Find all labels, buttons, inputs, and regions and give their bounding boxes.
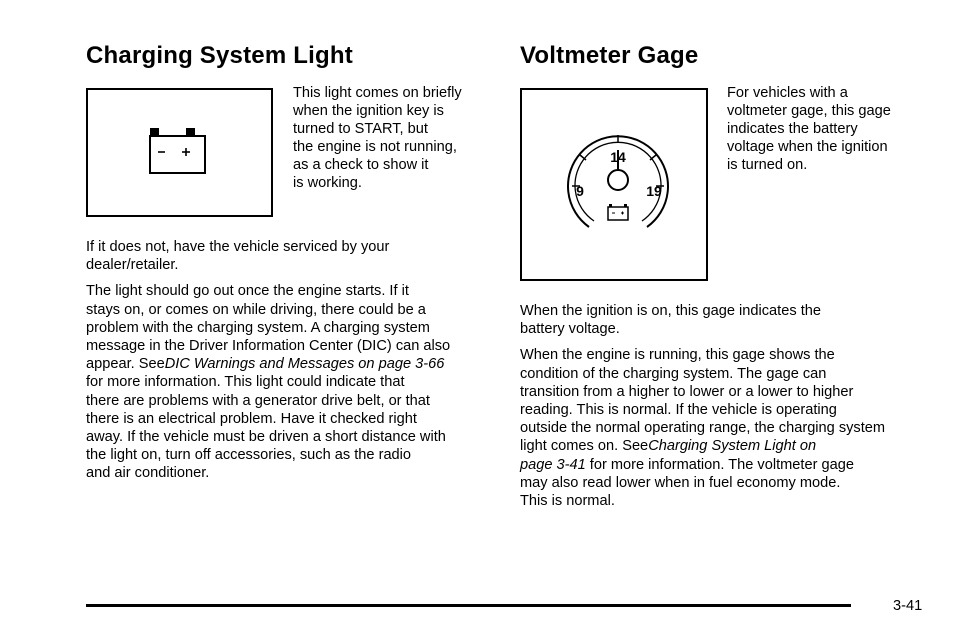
charging-light-intro: This light comes on briefly when the ignition key is turned to START, but the engine is not running, as a check to show it is working. xyxy=(293,85,462,191)
voltmeter-gage-body xyxy=(520,302,932,518)
gage-battery-icon xyxy=(608,204,628,220)
footer-rule xyxy=(86,604,851,607)
paragraph: If it does not, have the vehicle serviced by your dealer/retailer. xyxy=(86,239,390,274)
paragraph-text: The light should go out once the engine starts. If it stays on, or comes on while driving, there could be a problem with the charging system. A charging system message in the Driver Information Center (DIC) can also appear. See xyxy=(86,283,451,373)
gage-label-min: 9 xyxy=(576,183,584,199)
paragraph-text: for more information. The voltmeter gage may also read lower when in fuel economy mode. This is normal. xyxy=(520,456,854,510)
cross-reference-link[interactable]: DIC Warnings and Messages on page 3-66 xyxy=(164,356,445,373)
paragraph-text: for more information. This light could indicate that there are problems with a generator drive belt, or that there is an electrical problem. Have it checked right away. If the vehicle must be driven a short distance with the light on, turn off accessories, such as the radio and air conditioner. xyxy=(86,374,446,482)
page-number: 3-41 xyxy=(893,598,923,614)
charging-light-figure xyxy=(86,88,273,217)
gage-label-max: 19 xyxy=(646,183,662,199)
section-title-charging-system: Charging System Light xyxy=(86,42,353,69)
gage-label-mid: 14 xyxy=(610,149,626,165)
paragraph: When the ignition is on, this gage indicates the battery voltage. xyxy=(520,303,821,338)
voltmeter-gage-figure xyxy=(520,88,708,281)
paragraph xyxy=(520,346,932,510)
section-title-voltmeter-gage: Voltmeter Gage xyxy=(520,42,699,69)
cross-reference-link[interactable]: Charging System Light on page 3-41 xyxy=(520,438,817,473)
charging-light-body xyxy=(86,238,498,491)
voltmeter-gage-intro: For vehicles with a voltmeter gage, this gage indicates the battery voltage when the ignition is turned on. xyxy=(727,85,891,173)
voltmeter-gage-icon xyxy=(522,90,706,279)
paragraph-text: When the engine is running, this gage shows the condition of the charging system. The gage can transition from a higher to lower or a lower to higher reading. This is normal. If the vehicle is operating outside the normal operating range, the charging system light comes on. See xyxy=(520,347,886,455)
battery-icon xyxy=(88,90,271,215)
paragraph xyxy=(86,282,498,482)
